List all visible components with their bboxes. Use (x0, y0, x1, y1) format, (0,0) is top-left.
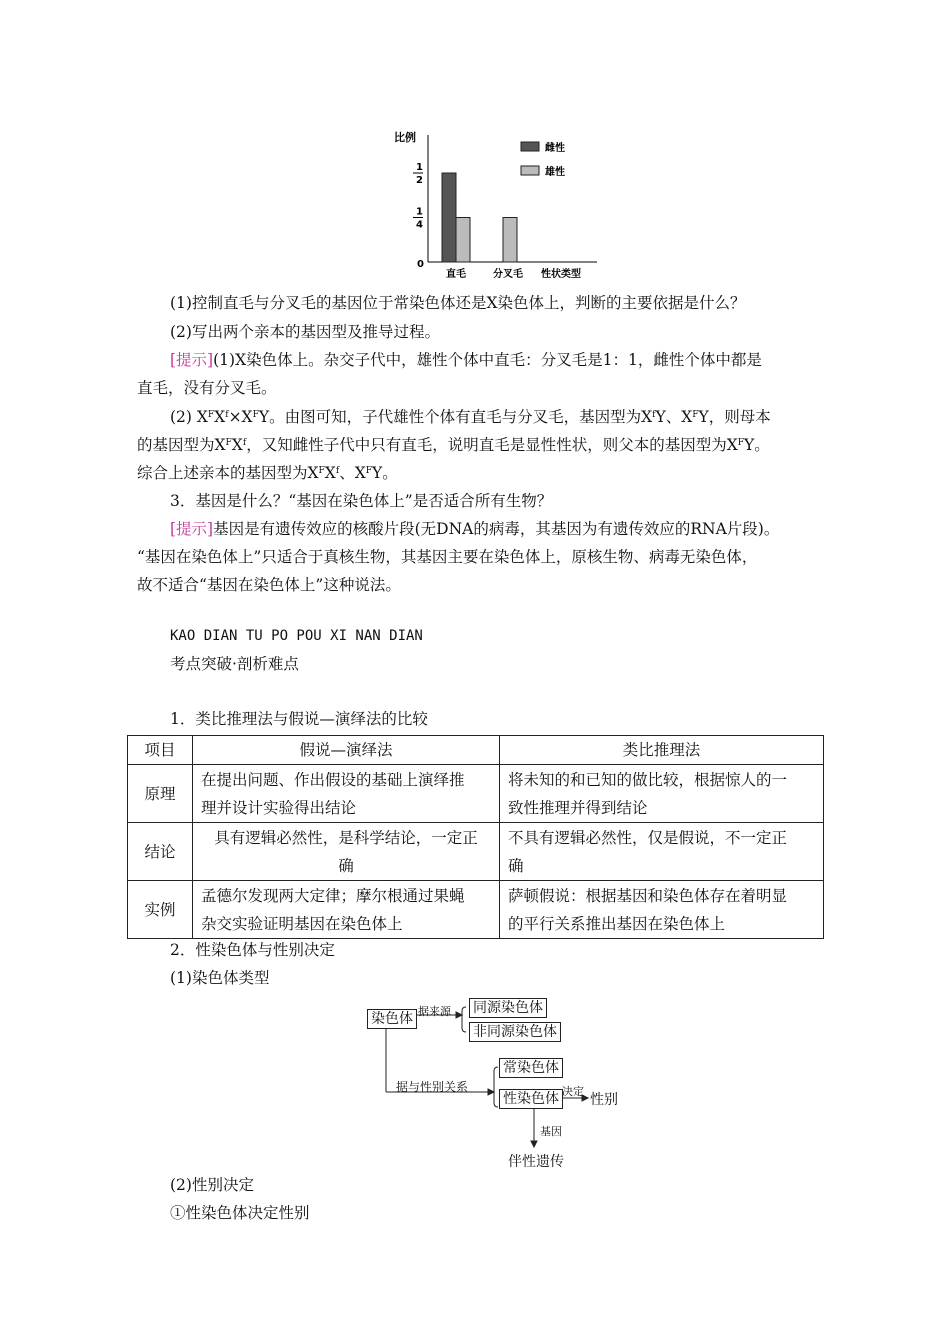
table-cell: 不具有逻辑必然性，仅是假说，不一定正 确 (500, 823, 824, 881)
diagram-edge-label: 决定 (562, 1085, 584, 1098)
answer-3-line-3: 故不适合“基因在染色体上”这种说法。 (137, 576, 401, 594)
table-cell: 萨顿假说：根据基因和染色体存在着明显 的平行关系推出基因在染色体上 (500, 881, 824, 939)
diagram-node-homologous: 同源染色体 (469, 998, 547, 1018)
y-tick-zero: 0 (417, 259, 424, 270)
section-title: 考点突破·剖析难点 (170, 655, 299, 673)
answer-2-line-2: 的基因型为$X^FX^f$，又知雌性子代中只有直毛，说明直毛是显性性状，则父本的基因型为$X^FY$。 (137, 436, 770, 454)
x-tick-label: 直毛 (446, 269, 466, 280)
hint-label: [提示] (170, 520, 214, 538)
diagram-edge-label: 据与性别关系 (396, 1080, 469, 1094)
answer-3-text: 基因是有遗传效应的核酸片段(无DNA的病毒，其基因为有遗传效应的RNA片段)。 (213, 520, 780, 538)
x-axis-label: 性状类型 (541, 269, 581, 280)
diagram-edge-label: 基因 (540, 1125, 562, 1138)
table-cell: 具有逻辑必然性，是科学结论，一定正 确 (193, 823, 500, 881)
diagram-node-sex: 性别 (590, 1092, 618, 1108)
answer-1-line-1 (170, 346, 762, 375)
table-cell: 在提出问题、作出假设的基础上演绎推 理并设计实验得出结论 (193, 765, 500, 823)
diagram-node-sex-chromosome: 性染色体 (499, 1089, 563, 1109)
table-row (128, 765, 824, 823)
item-2-1-heading: (1)染色体类型 (170, 969, 270, 987)
section-pinyin: KAO DIAN TU PO POU XI NAN DIAN (170, 628, 423, 644)
diagram-node-sex-linked: 伴性遗传 (508, 1154, 564, 1170)
answer-1-line-2: 直毛，没有分叉毛。 (137, 379, 277, 397)
table-header: 项目 (128, 736, 193, 765)
item-2-2-heading: (2)性别决定 (170, 1176, 254, 1194)
comparison-table (127, 735, 824, 939)
legend-label: 雌性 (545, 143, 565, 154)
bar-chart (385, 125, 615, 285)
answer-1-text: (1)X染色体上。杂交子代中，雄性个体中直毛：分叉毛是1：1，雌性个体中都是 (213, 351, 762, 369)
answer-2-line-1: (2) $X^FX^f\times X^FY$。由图可知，子代雄性个体有直毛与分叉毛，基因型为$X^fY$、$X^FY$，则母本 (170, 408, 771, 426)
legend-swatch (521, 142, 539, 151)
table-cell: 实例 (128, 881, 193, 939)
bar (503, 218, 517, 263)
question-1: (1)控制直毛与分叉毛的基因位于常染色体还是X染色体上，判断的主要依据是什么？ (170, 294, 746, 312)
diagram-node-non-homologous: 非同源染色体 (469, 1022, 561, 1042)
bar (442, 173, 456, 262)
table-cell: 原理 (128, 765, 193, 823)
item-1-heading: 1．类比推理法与假说—演绎法的比较 (170, 710, 428, 728)
answer-3-line-1 (170, 515, 779, 544)
table-cell: 将未知的和已知的做比较，根据惊人的一 致性推理并得到结论 (500, 765, 824, 823)
y-axis-label: 比例 (394, 131, 416, 144)
item-2-2-1-heading: ①性染色体决定性别 (170, 1204, 310, 1222)
legend-label: 雄性 (545, 167, 565, 178)
y-tick-numerator: 1 (416, 206, 423, 218)
table-row (128, 881, 824, 939)
y-tick-numerator: 1 (416, 162, 423, 173)
answer-2-line-3: 综合上述亲本的基因型为$X^FX^f$、$X^FY$。 (137, 464, 398, 482)
answer-3-line-2: “基因在染色体上”只适合于真核生物，其基因主要在染色体上，原核生物、病毒无染色体， (137, 548, 758, 566)
table-row (128, 823, 824, 881)
table-cell: 结论 (128, 823, 193, 881)
x-tick-label: 分叉毛 (493, 269, 523, 280)
hint-label: [提示] (170, 351, 214, 369)
item-2-heading: 2．性染色体与性别决定 (170, 941, 335, 959)
table-header: 类比推理法 (500, 736, 824, 765)
table-header-row (128, 736, 824, 765)
question-2: (2)写出两个亲本的基因型及推导过程。 (170, 323, 440, 341)
legend-swatch (521, 166, 539, 175)
table-cell: 孟德尔发现两大定律；摩尔根通过果蝇 杂交实验证明基因在染色体上 (193, 881, 500, 939)
diagram-node-chromosome: 染色体 (367, 1009, 417, 1029)
question-3: 3．基因是什么？“基因在染色体上”是否适合所有生物？ (170, 492, 553, 510)
diagram-edge-label: 据来源 (418, 1005, 451, 1018)
table-header: 假说—演绎法 (193, 736, 500, 765)
y-tick-denominator: 4 (416, 219, 423, 231)
diagram-node-autosome: 常染色体 (499, 1058, 563, 1078)
bar (456, 218, 470, 263)
y-tick-denominator: 2 (416, 175, 423, 186)
